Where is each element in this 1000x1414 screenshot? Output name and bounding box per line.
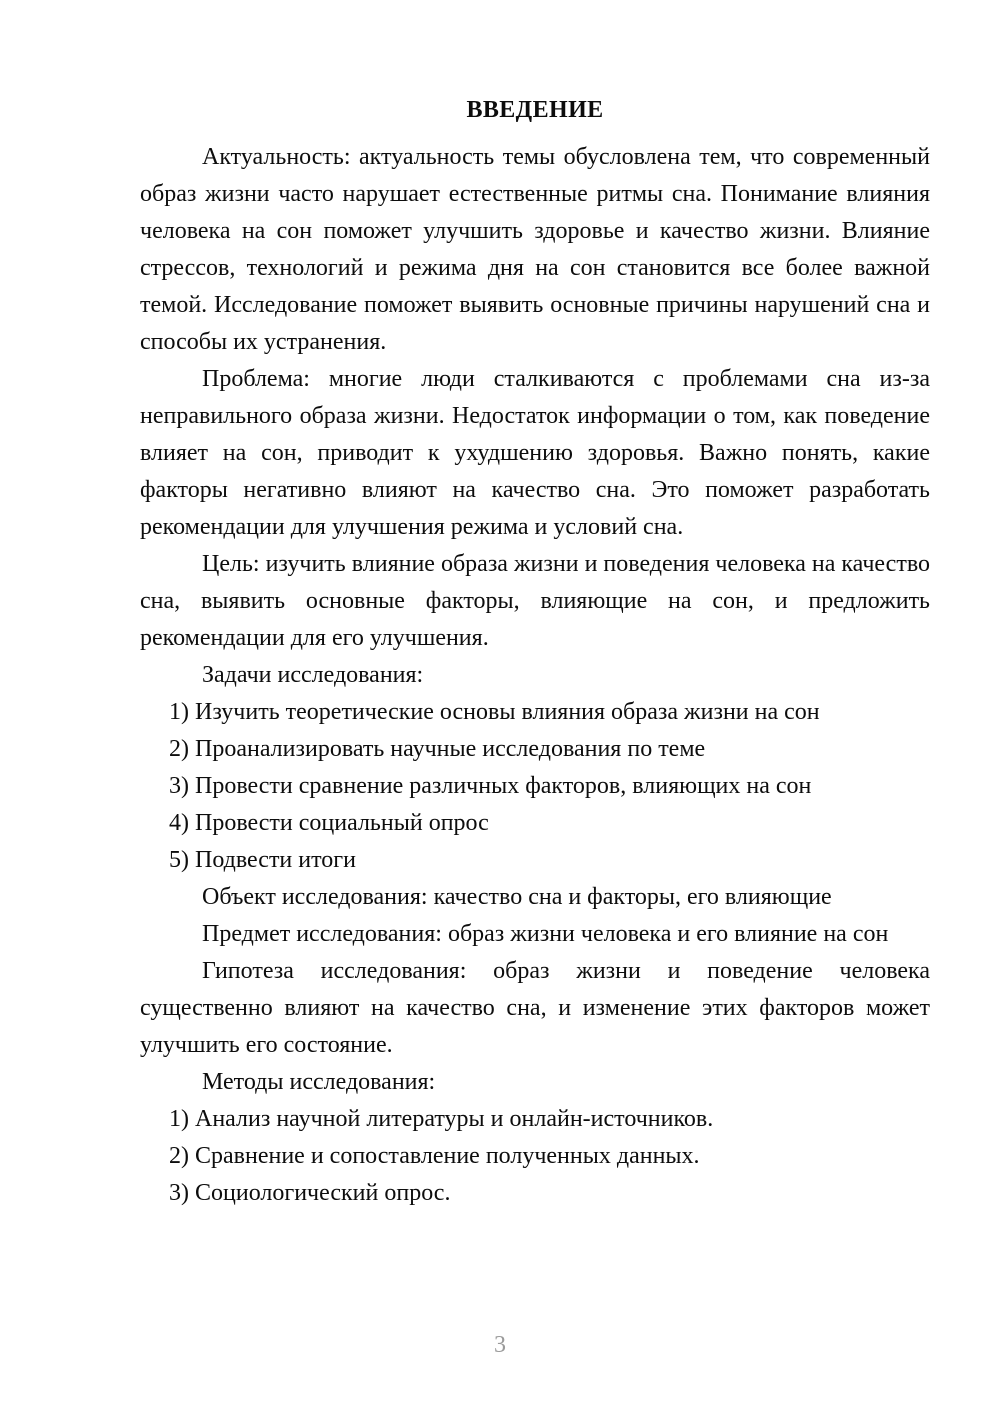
list-item: 3) Социологический опрос.: [169, 1180, 451, 1206]
list-item: 3) Провести сравнение различных факторов, влияющих на сон: [169, 773, 812, 799]
list-item: 1) Анализ научной литературы и онлайн-источников.: [169, 1106, 714, 1132]
paragraph-goal: Цель: изучить влияние образа жизни и поведения человека на качество сна, выявить основные факторы, влияющие на сон, и предложить рекомендации для его улучшения.: [140, 551, 930, 651]
methods-heading: Методы исследования:: [202, 1069, 436, 1095]
list-item: 4) Провести социальный опрос: [169, 810, 489, 836]
document-content: [140, 0, 930, 1212]
subject-of-research-line: Предмет исследования: образ жизни человека и его влияние на сон: [202, 921, 889, 947]
paragraph-problem: Проблема: многие люди сталкиваются с проблемами сна из-за неправильного образа жизни. Недостаток информации о том, как поведение влияет на сон, приводит к ухудшению здоровья. Важно понять, какие факторы негативно влияют на качество сна. Это поможет разработать рекомендации для улучшения режима и условий сна.: [140, 366, 930, 540]
page-title: ВВЕДЕНИЕ: [466, 97, 604, 123]
document-body: [140, 129, 930, 1212]
paragraph-hypothesis: Гипотеза исследования: образ жизни и поведение человека существенно влияют на качество сна, и изменение этих факторов может улучшить его состояние.: [140, 958, 930, 1058]
tasks-heading: Задачи исследования:: [202, 662, 424, 688]
object-of-research-line: Объект исследования: качество сна и факторы, его влияющие: [202, 884, 832, 910]
paragraph-relevance: Актуальность: актуальность темы обусловлена тем, что современный образ жизни часто нарушает естественные ритмы сна. Понимание влияния человека на сон поможет улучшить здоровье и качество жизни. Влияние стрессов, технологий и режима дня на сон становится все более важной темой. Исследование поможет выявить основные причины нарушений сна и способы их устранения.: [140, 144, 930, 355]
list-item: 5) Подвести итоги: [169, 847, 356, 873]
list-item: 2) Проанализировать научные исследования по теме: [169, 736, 706, 762]
page-number: 3: [494, 1332, 506, 1358]
list-item: 2) Сравнение и сопоставление полученных данных.: [169, 1143, 700, 1169]
list-item: 1) Изучить теоретические основы влияния образа жизни на сон: [169, 699, 820, 725]
